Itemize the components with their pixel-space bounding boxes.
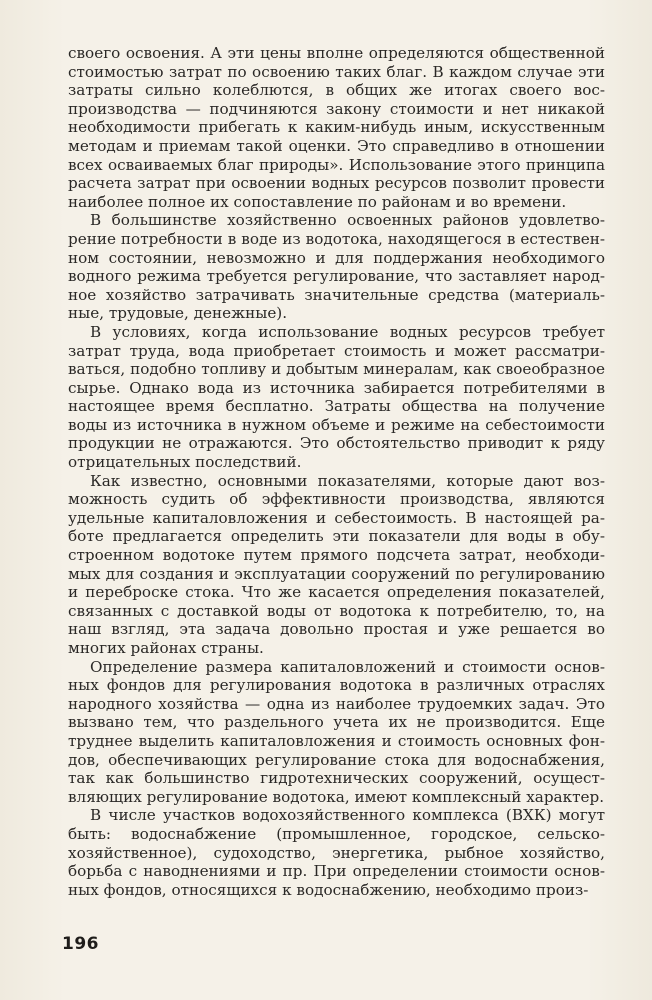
page-number: 196 — [62, 934, 99, 954]
paragraph-capital-investment: Определение размера капиталовложений и стоимости основных фондов для регулирования водотока в различных отраслях народного хозяйства — одна из наиболее трудоемких задач. Это вызвано тем, что раздельного учета их не производится. Еще труднее выделить капиталовложения и стоимость основных фондов, обеспечивающих регулирование стока для водоснабжения, так как большинство гидротехнических сооружений, осуществляющих регулирование водотока, имеют комплексный характер. — [68, 657, 605, 806]
paragraph-water-cost: В условиях, когда использование водных ресурсов требует затрат труда, вода приобретает стоимость и может рассматриваться, подобно топливу и добытым минералам, как своеобразное сырье. Однако вода из источника забирается потребителями в настоящее время бесплатно. Затраты общества на получение воды из источника в нужном объеме и режиме на себестоимости продукции не отражаются. Это обстоятельство приводит к ряду отрицательных последствий. — [68, 322, 605, 472]
paragraph-continuation: своего освоения. А эти цены вполне определяются общественной стоимостью затрат по освоению таких благ. В каждом случае эти затраты сильно колеблются, в общих же итогах своего воспроизводства — подчиняются закону стоимости и нет никакой необходимости прибегать к каким-нибудь иным, искусственным методам и приемам такой оценки. Это справедливо в отношении всех осваиваемых благ природы». Использование этого принципа расчета затрат при освоении водных ресурсов позволит провести наиболее полное их сопоставление по районам и во времени. — [68, 44, 605, 211]
paragraph-water-complex: В числе участков водохозяйственного комплекса (ВХК) могут быть: водоснабжение (промышленное, городское, сельскохозяйственное), судоходство, энергетика, рыбное хозяйство, борьба с наводнениями и пр. При определении стоимости основных фондов, относящихся к водоснабжению, необходимо произ- — [68, 806, 605, 899]
paragraph-water-demand: В большинстве хозяйственно освоенных районов удовлетворение потребности в воде из водотока, находящегося в естественном состоянии, невозможно и для поддержания необходимого водного режима требуется регулирование, что заставляет народное хозяйство затрачивать значительные средства (материальные, трудовые, денежные). — [68, 211, 605, 323]
paragraph-efficiency-indicators: Как известно, основными показателями, которые дают возможность судить об эффективности производства, являются удельные капиталовложения и себестоимость. В настоящей работе предлагается определить эти показатели для воды в обустроенном водотоке путем прямого подсчета затрат, необходимых для создания и эксплуатации сооружений по регулированию и переброске стока. Что же касается определения показателей, связанных с доставкой воды от водотока к потребителю, то, на наш взгляд, эта задача довольно простая и уже решается во многих районах страны. — [68, 471, 605, 657]
body-text — [68, 44, 605, 899]
